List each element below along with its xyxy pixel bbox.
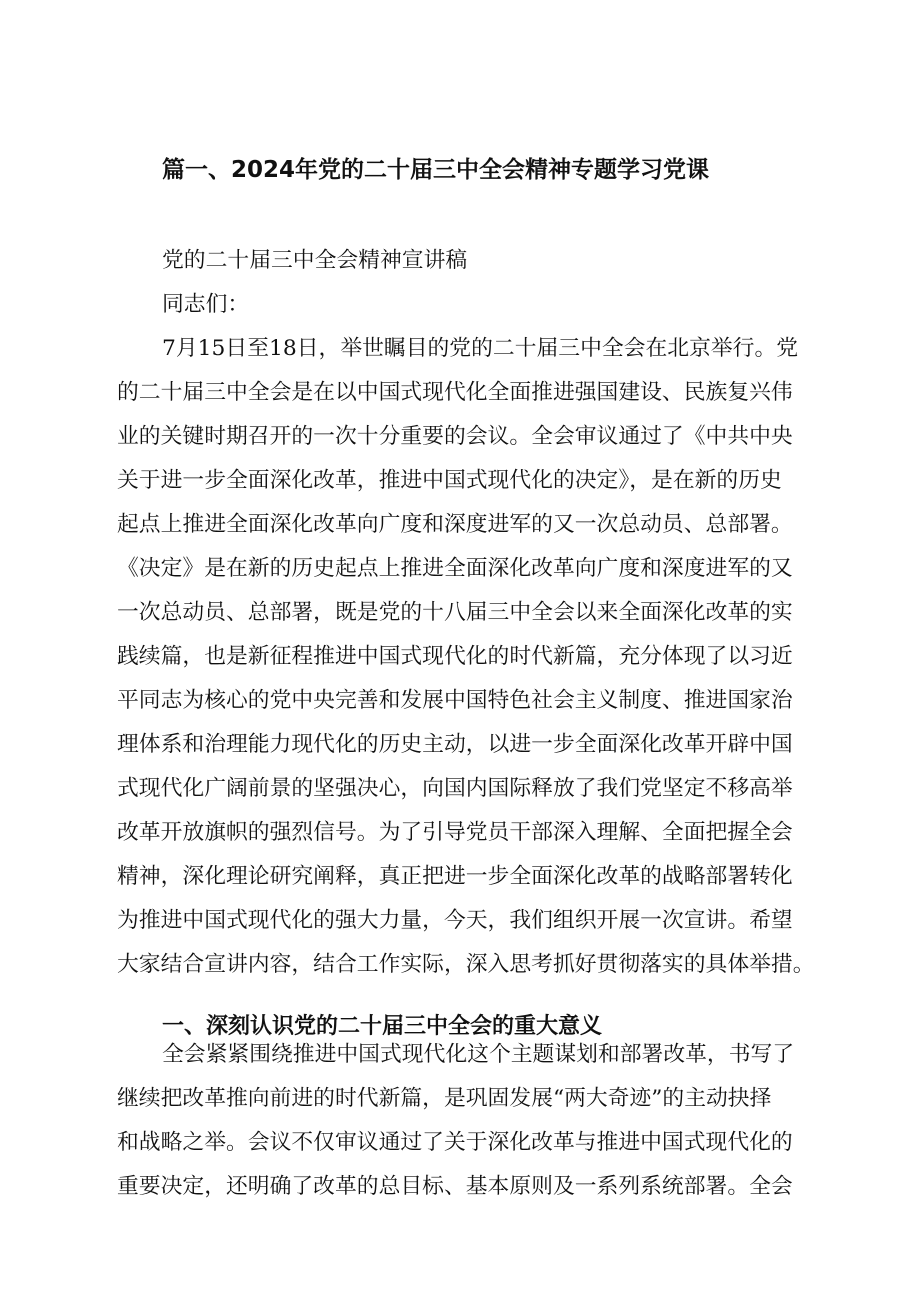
paragraph-line: 践续篇，也是新征程推进中国式现代化的时代新篇，充分体现了以习近: [117, 644, 793, 669]
paragraph-line: 式现代化广阔前景的坚强决心，向国内国际释放了我们党坚定不移高举: [117, 776, 793, 801]
paragraph-line: 改革开放旗帜的强烈信号。为了引导党员干部深入理解、全面把握全会: [117, 820, 793, 845]
paragraph-line: 平同志为核心的党中央完善和发展中国特色社会主义制度、推进国家治: [117, 688, 793, 713]
paragraph-line: 关于进一步全面深化改革，推进中国式现代化的决定》，是在新的历史: [117, 468, 782, 493]
subtitle: 党的二十届三中全会精神宣讲稿: [162, 248, 468, 273]
paragraph-line: 7月15日至18日，举世瞩目的党的二十届三中全会在北京举行。党: [162, 336, 799, 361]
paragraph-line: 理体系和治理能力现代化的历史主动，以进一步全面深化改革开辟中国: [117, 732, 793, 757]
paragraph-line: 起点上推进全面深化改革向广度和深度进军的又一次总动员、总部署。: [117, 512, 793, 537]
paragraph-line: 大家结合宣讲内容，结合工作实际，深入思考抓好贯彻落实的具体举措。: [117, 952, 815, 977]
paragraph-line: 的二十届三中全会是在以中国式现代化全面推进强国建设、民族复兴伟: [117, 380, 793, 405]
paragraph-line: 全会紧紧围绕推进中国式现代化这个主题谋划和部署改革，书写了: [162, 1042, 795, 1067]
greeting: 同志们：: [162, 292, 250, 317]
paragraph-line: 《决定》是在新的历史起点上推进全面深化改革向广度和深度进军的又: [117, 556, 793, 581]
paragraph-line: 为推进中国式现代化的强大力量，今天，我们组织开展一次宣讲。希望: [117, 908, 793, 933]
section-heading-1: 一、深刻认识党的二十届三中全会的重大意义: [162, 1014, 603, 1039]
paragraph-line: 重要决定，还明确了改革的总目标、基本原则及一系列系统部署。全会: [117, 1174, 793, 1199]
paragraph-line: 精神，深化理论研究阐释，真正把进一步全面深化改革的战略部署转化: [117, 864, 793, 889]
paragraph-line: 和战略之举。会议不仅审议通过了关于深化改革与推进中国式现代化的: [117, 1130, 793, 1155]
paragraph-line: 业的关键时期召开的一次十分重要的会议。全会审议通过了《中共中央: [117, 424, 793, 449]
paragraph-line: 继续把改革推向前进的时代新篇，是巩固发展“两大奇迹”的主动抉择: [117, 1086, 772, 1111]
paragraph-line: 一次总动员、总部署，既是党的十八届三中全会以来全面深化改革的实: [117, 600, 793, 625]
document-title: 篇一、2024年党的二十届三中全会精神专题学习党课: [162, 157, 710, 183]
